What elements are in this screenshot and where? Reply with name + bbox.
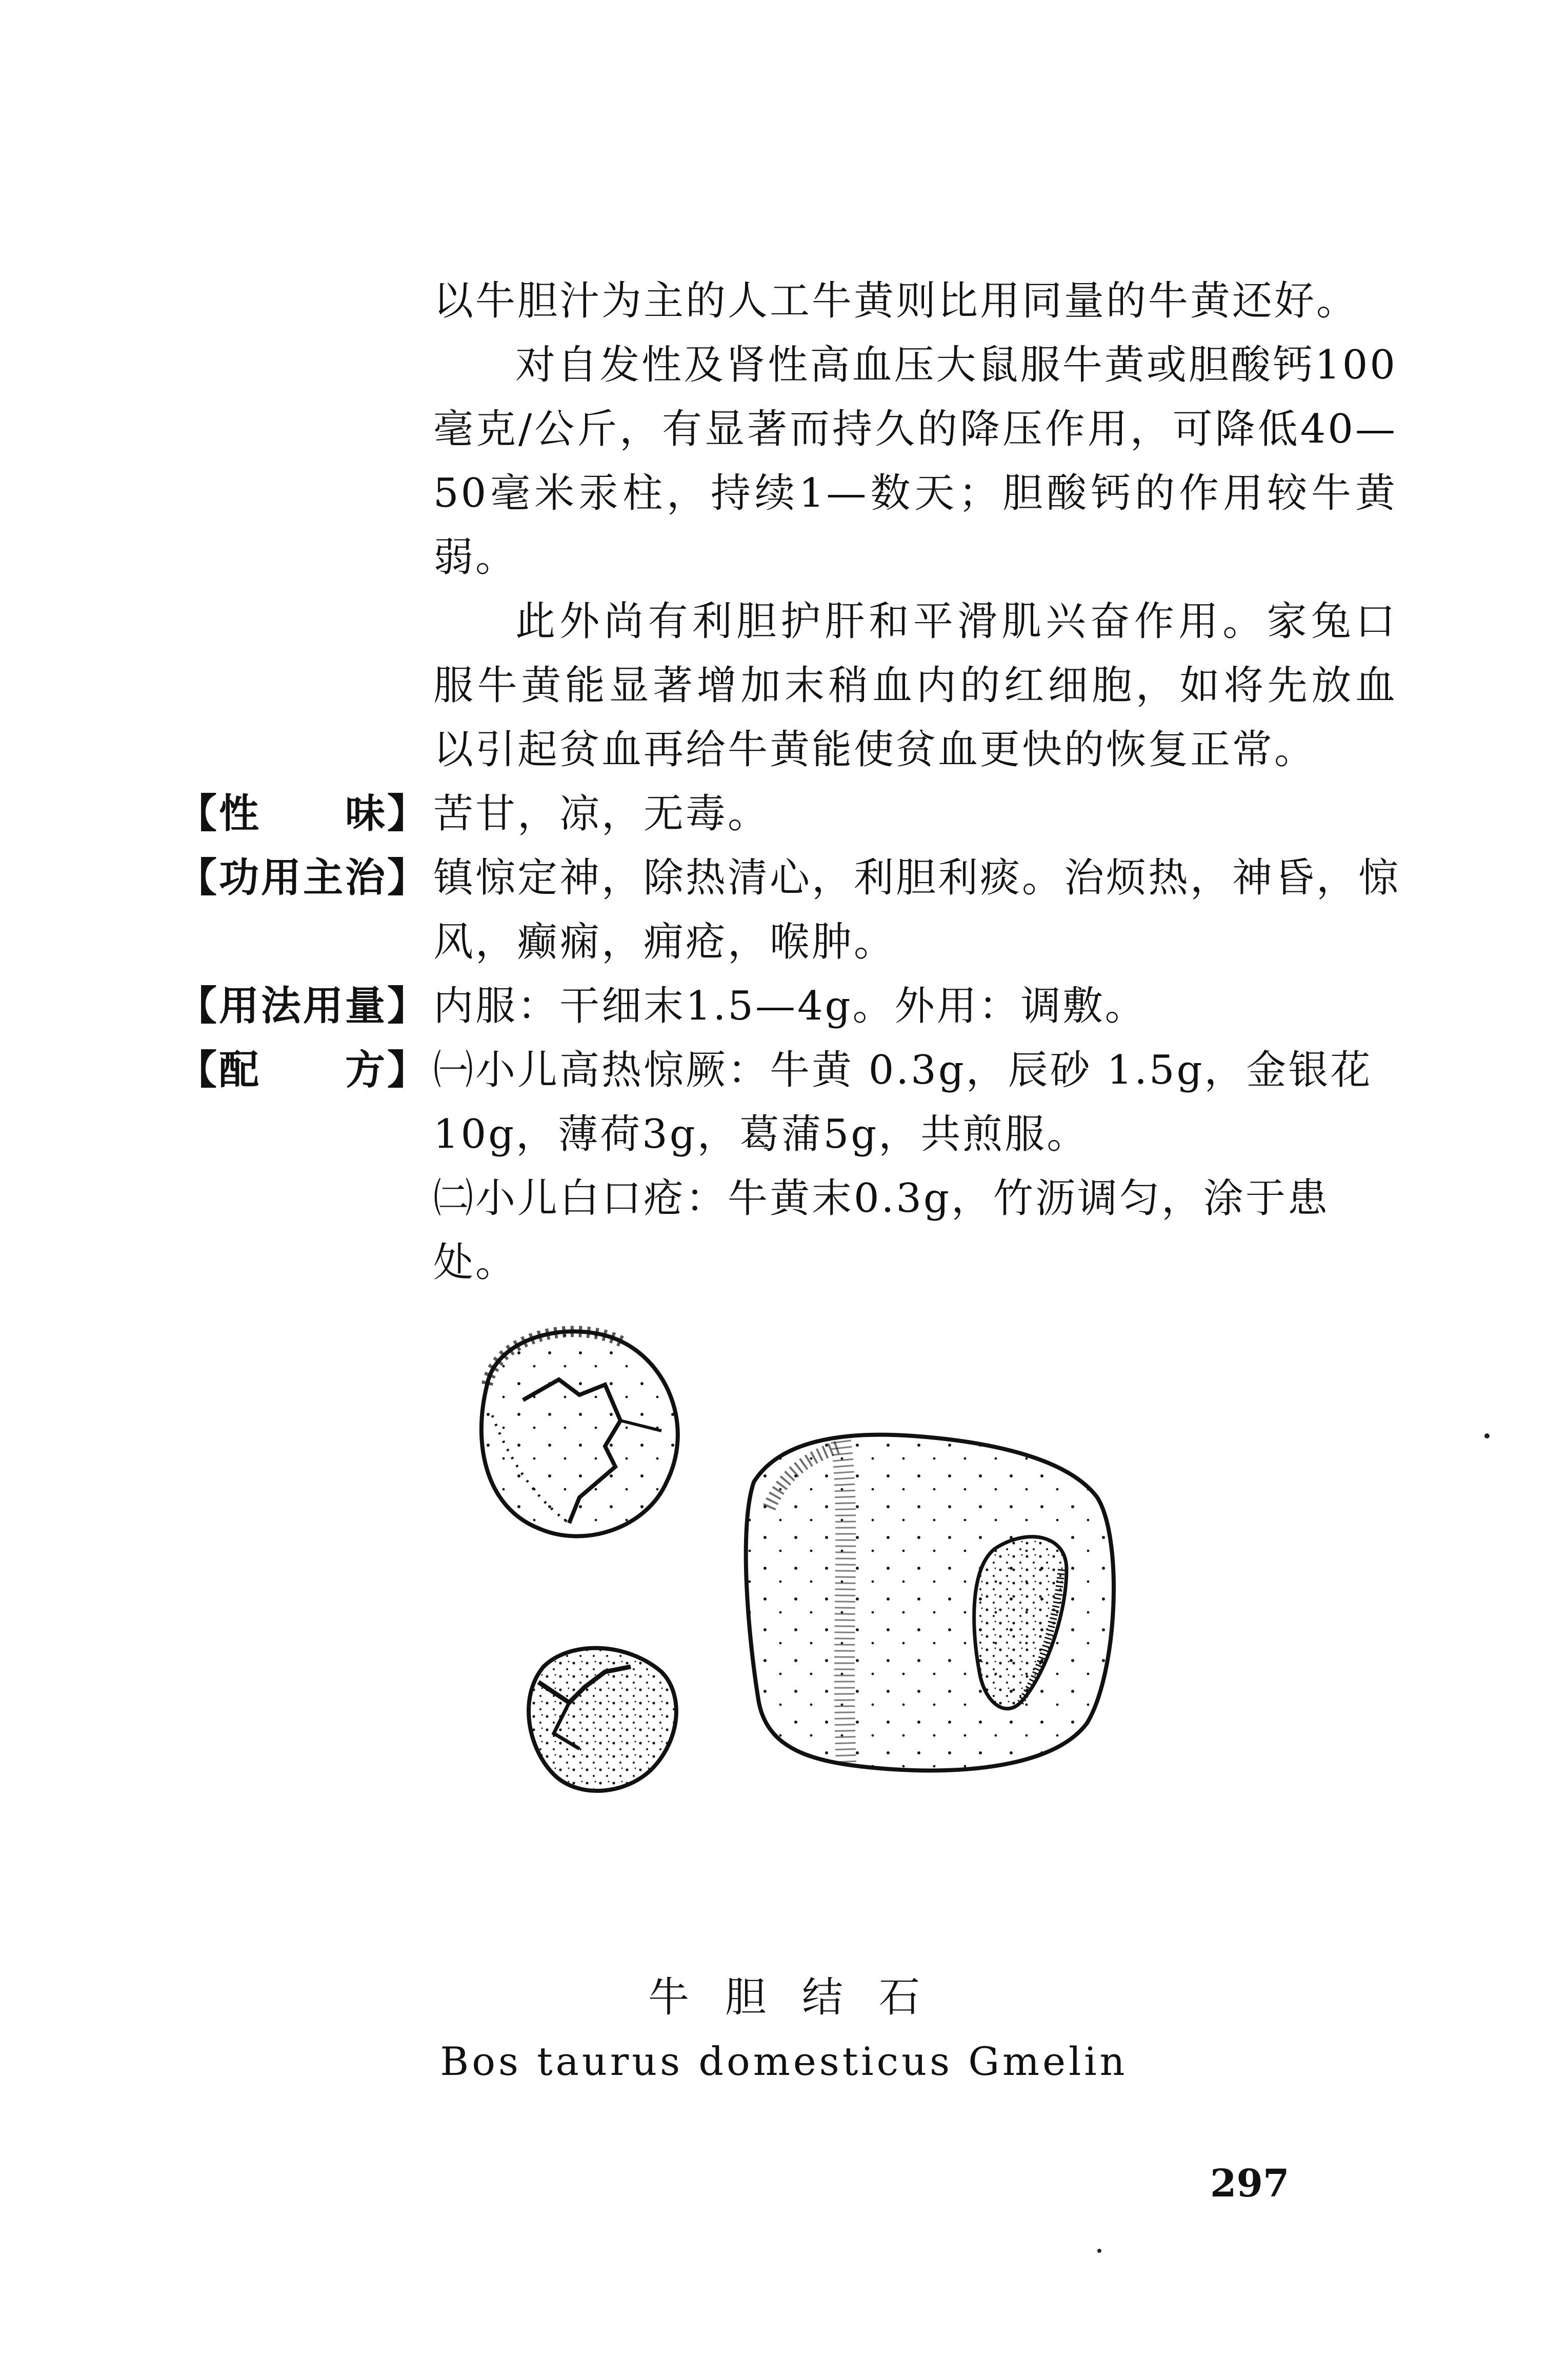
prescription-1: ㈠小儿高热惊厥：牛黄 0.3g，辰砂 1.5g，金银花10g，薄荷3g，葛蒲5g，共煎服。 — [433, 1047, 1373, 1157]
scan-speck — [1097, 2249, 1101, 2253]
entry-text: 苦甘，凉，无毒。 — [433, 791, 770, 837]
entry-text: 内服：干细末1.5—4g。外用：调敷。 — [433, 983, 1147, 1029]
paragraph-other-effects: 此外尚有利胆护肝和平滑肌兴奋作用。家兔口服牛黄能显著增加末稍血内的红细胞，如将先放血以引起贫血再给牛黄能使贫血更快的恢复正常。 — [433, 598, 1397, 773]
figure-caption-chinese: 牛胆结石 — [648, 1973, 956, 2021]
entry-label: 【性 味】 — [177, 791, 430, 837]
stone-large — [746, 1435, 1114, 1771]
page-number: 297 — [1210, 2162, 1290, 2206]
entry-dosage — [177, 974, 1408, 1038]
entry-indications — [177, 846, 1408, 974]
entry-label: 【功用主治】 — [177, 855, 430, 901]
stone-round — [481, 1331, 678, 1536]
entry-label: 【用法用量】 — [177, 983, 430, 1029]
scan-speck — [1484, 1433, 1490, 1438]
prescription-2: ㈡小儿白口疮：牛黄末0.3g，竹沥调匀，涂于患处。 — [433, 1175, 1330, 1286]
entry-prescriptions — [177, 1038, 1408, 1295]
paragraph-hypertension: 对自发性及肾性高血压大鼠服牛黄或胆酸钙100毫克/公斤，有显著而持久的降压作用，可降低40—50毫米汞柱，持续1—数天；胆酸钙的作用较牛黄弱。 — [433, 342, 1397, 581]
entry-text: 镇惊定神，除热清心，利胆利痰。治烦热，神昏，惊风，癫痫，痈疮，喉肿。 — [433, 855, 1401, 965]
entry-label: 【配 方】 — [177, 1047, 430, 1093]
figure-caption-latin: Bos taurus domesticus Gmelin — [440, 2039, 1128, 2084]
entry-taste — [177, 782, 1408, 846]
paragraph-continuation: 以牛胆汁为主的人工牛黄则比用同量的牛黄还好。 — [433, 278, 1359, 324]
gallstone-illustration — [451, 1313, 1128, 1851]
stone-small — [529, 1648, 676, 1791]
